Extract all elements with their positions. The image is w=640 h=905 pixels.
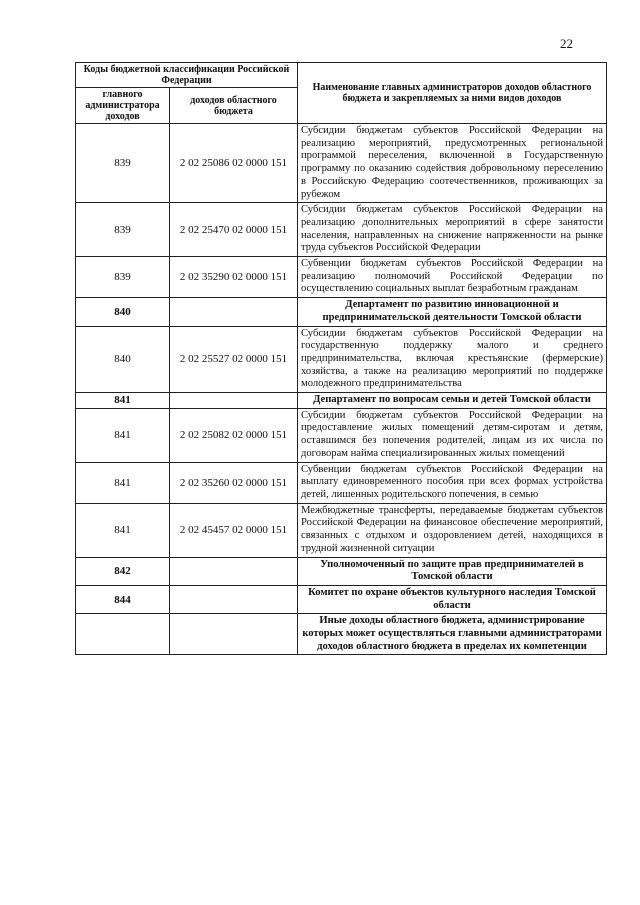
department-row (76, 614, 607, 655)
header-group-title: Коды бюджетной классификации Российской Федерации (76, 63, 298, 88)
income-description-cell: Межбюджетные трансферты, передаваемые бюджетам субъектов Российской Федерации на финансовое обеспечение мероприятий, связанных с отдыхом и оздоровлением детей, находящихся в трудной жизненной ситуации (298, 503, 607, 557)
table-row (76, 124, 607, 203)
department-name-cell: Иные доходы областного бюджета, администрирование которых может осуществляться главными администраторами доходов областного бюджета в пределах их компетенции (298, 614, 607, 655)
income-description-cell: Субсидии бюджетам субъектов Российской Федерации на реализацию мероприятий, предусмотренных региональной программой переселения, включенной в Государственную программу по оказанию содействия добровольному переселению в Российскую Федерацию соотечественников, проживающих за рубежом (298, 124, 607, 203)
income-code-cell: 2 02 25470 02 0000 151 (170, 203, 298, 257)
table-row (76, 462, 607, 503)
income-description-cell: Субсидии бюджетам субъектов Российской Федерации на предоставление жилых помещений детям-сиротам и детям, оставшимся без попечения родителей, лицам из их числа по договорам найма специализированных жилых помещений (298, 408, 607, 462)
admin-code-cell: 844 (76, 585, 170, 613)
header-row-top (76, 63, 607, 88)
income-description-cell: Субвенции бюджетам субъектов Российской Федерации на выплату единовременного пособия при всех формах устройства детей, лишенных родительского попечения, в семью (298, 462, 607, 503)
admin-code-cell: 839 (76, 124, 170, 203)
admin-code-cell (76, 614, 170, 655)
table-row (76, 326, 607, 393)
header-col-admin: главного администратора доходов (76, 88, 170, 124)
admin-code-cell: 841 (76, 393, 170, 409)
income-code-cell: 2 02 25527 02 0000 151 (170, 326, 298, 393)
department-name-cell: Департамент по развитию инновационной и предпринимательской деятельности Томской области (298, 298, 607, 326)
income-description-cell: Субсидии бюджетам субъектов Российской Федерации на реализацию дополнительных мероприятий в сфере занятости населения, направленных на снижение напряженности на рынке труда субъектов Российской Федерации (298, 203, 607, 257)
income-code-cell: 2 02 45457 02 0000 151 (170, 503, 298, 557)
admin-code-cell: 840 (76, 298, 170, 326)
income-code-cell: 2 02 35290 02 0000 151 (170, 257, 298, 298)
income-code-cell (170, 298, 298, 326)
income-code-cell: 2 02 25082 02 0000 151 (170, 408, 298, 462)
income-code-cell: 2 02 25086 02 0000 151 (170, 124, 298, 203)
income-code-cell (170, 614, 298, 655)
budget-classification-table (75, 62, 607, 655)
department-name-cell: Департамент по вопросам семьи и детей Томской области (298, 393, 607, 409)
admin-code-cell: 842 (76, 557, 170, 585)
table-row (76, 257, 607, 298)
income-description-cell: Субвенции бюджетам субъектов Российской Федерации на реализацию полномочий Российской Федерации по осуществлению социальных выплат безработным гражданам (298, 257, 607, 298)
table-row (76, 503, 607, 557)
table-row (76, 203, 607, 257)
income-code-cell (170, 393, 298, 409)
table-row (76, 408, 607, 462)
income-code-cell (170, 557, 298, 585)
department-name-cell: Уполномоченный по защите прав предпринимателей в Томской области (298, 557, 607, 585)
admin-code-cell: 839 (76, 203, 170, 257)
department-row (76, 393, 607, 409)
income-description-cell: Субсидии бюджетам субъектов Российской Федерации на государственную поддержку малого и среднего предпринимательства, включая крестьянские (фермерские) хозяйства, а также на реализацию мероприятий по поддержке молодежного предпринимательства (298, 326, 607, 393)
income-code-cell (170, 585, 298, 613)
admin-code-cell: 841 (76, 462, 170, 503)
header-col-name: Наименование главных администраторов доходов областного бюджета и закрепляемых за ними видов доходов (298, 63, 607, 124)
table-body (76, 124, 607, 655)
department-name-cell: Комитет по охране объектов культурного наследия Томской области (298, 585, 607, 613)
admin-code-cell: 841 (76, 408, 170, 462)
income-code-cell: 2 02 35260 02 0000 151 (170, 462, 298, 503)
department-row (76, 298, 607, 326)
admin-code-cell: 841 (76, 503, 170, 557)
admin-code-cell: 840 (76, 326, 170, 393)
page-number: 22 (560, 36, 573, 51)
admin-code-cell: 839 (76, 257, 170, 298)
header-col-income: доходов областного бюджета (170, 88, 298, 124)
department-row (76, 557, 607, 585)
department-row (76, 585, 607, 613)
